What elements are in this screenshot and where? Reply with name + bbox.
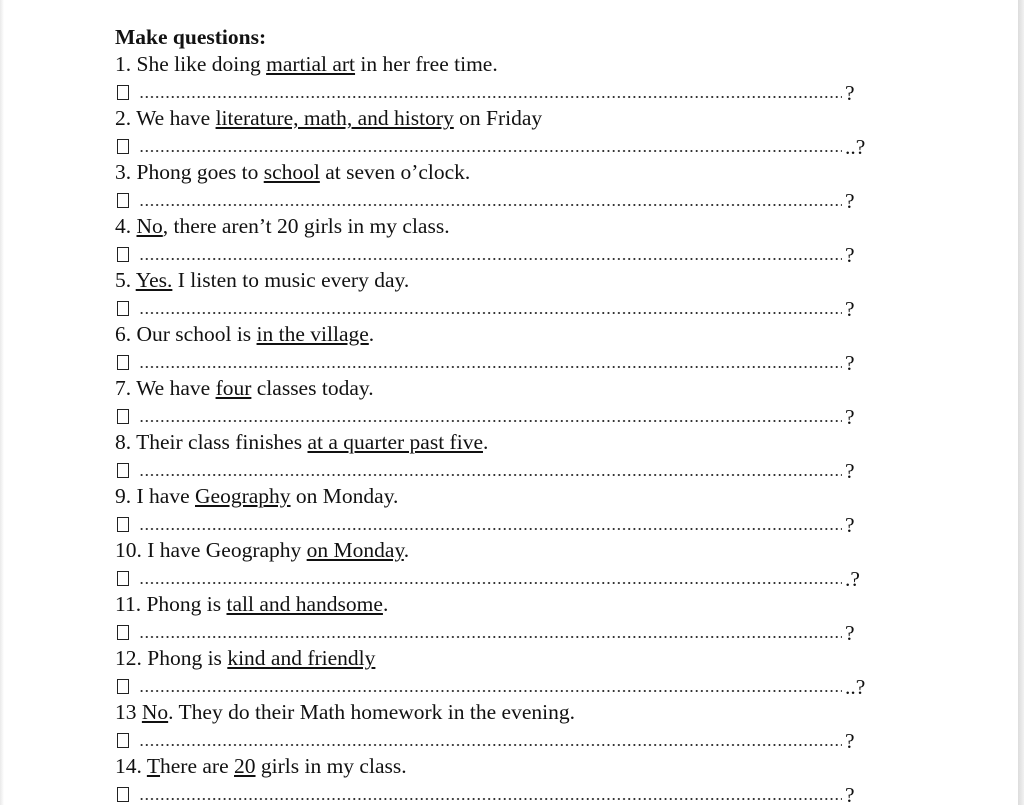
sentence-text: . They do their Math homework in the evening. [168,700,575,724]
sentence-text: 14. [115,754,147,778]
answer-line[interactable] [115,240,865,267]
question-item [115,537,865,591]
dotted-answer-blank[interactable] [139,202,842,208]
question-mark: ? [845,621,855,645]
dotted-answer-blank[interactable] [139,94,842,100]
question-item [115,159,865,213]
checkbox-icon [117,247,129,262]
sentence-text: here are [160,754,235,778]
question-sentence [115,699,865,726]
checkbox-icon [117,679,129,694]
answer-line[interactable] [115,402,865,429]
question-item [115,213,865,267]
checkbox-icon [117,625,129,640]
question-mark: ? [845,729,855,753]
sentence-text: 2. We have [115,106,216,130]
sentence-text: . [482,430,489,454]
answer-line[interactable] [115,78,865,105]
underlined-phrase: on Monday [306,538,404,562]
sentence-text: , there aren’t 20 girls in my class. [162,214,450,238]
question-sentence [115,591,865,618]
sentence-text: I listen to music every day. [172,268,410,292]
answer-line[interactable] [115,456,865,483]
sentence-text: girls in my class. [255,754,407,778]
page-left-edge [0,0,4,805]
dotted-answer-blank[interactable] [139,418,842,424]
question-item [115,483,865,537]
sentence-text: in her free time. [355,52,498,76]
dotted-answer-blank[interactable] [139,364,842,370]
underlined-phrase: No [136,214,163,238]
underlined-phrase: school [263,160,320,184]
question-item [115,321,865,375]
checkbox-icon [117,409,129,424]
worksheet [115,24,865,805]
question-mark: ..? [845,675,866,699]
sentence-text: . [403,538,410,562]
question-item [115,267,865,321]
question-sentence [115,321,865,348]
checkbox-icon [117,301,129,316]
question-item [115,699,865,753]
underlined-phrase: in the village [256,322,369,346]
underlined-phrase: at a quarter past five [307,430,483,454]
question-mark: ..? [845,135,866,159]
underlined-phrase: four [215,376,252,400]
underlined-phrase: Yes. [135,268,173,292]
question-item [115,645,865,699]
question-sentence [115,753,865,780]
checkbox-icon [117,733,129,748]
underlined-phrase: literature, math, and history [215,106,454,130]
sentence-text: 6. Our school is [115,322,257,346]
sentence-text: 13 [115,700,142,724]
answer-line[interactable] [115,618,865,645]
question-mark: ? [845,783,855,805]
dotted-answer-blank[interactable] [139,310,842,316]
question-item [115,429,865,483]
sentence-text: 12. Phong is [115,646,228,670]
answer-line[interactable] [115,510,865,537]
question-sentence [115,159,865,186]
sentence-text: 7. We have [115,376,216,400]
checkbox-icon [117,139,129,154]
checkbox-icon [117,787,129,802]
question-mark: ? [845,405,855,429]
checkbox-icon [117,571,129,586]
sentence-text: at seven o’clock. [319,160,471,184]
dotted-answer-blank[interactable] [139,634,842,640]
question-item [115,105,865,159]
question-sentence [115,483,865,510]
answer-line[interactable] [115,672,865,699]
question-item [115,753,865,805]
question-mark: ? [845,297,855,321]
question-sentence [115,645,865,672]
question-mark: ? [845,459,855,483]
checkbox-icon [117,193,129,208]
question-item [115,591,865,645]
dotted-answer-blank[interactable] [139,148,842,154]
sentence-text: 4. [115,214,137,238]
sentence-text: 8. Their class finishes [115,430,308,454]
dotted-answer-blank[interactable] [139,580,842,586]
dotted-answer-blank[interactable] [139,526,842,532]
answer-line[interactable] [115,294,865,321]
question-sentence [115,375,865,402]
underlined-phrase: T [146,754,161,778]
sentence-text: 11. Phong is [115,592,227,616]
question-sentence [115,105,865,132]
sentence-text: 5. [115,268,136,292]
sentence-text: . [382,592,389,616]
answer-line[interactable] [115,726,865,753]
dotted-answer-blank[interactable] [139,688,842,694]
checkbox-icon [117,517,129,532]
question-mark: ? [845,189,855,213]
question-sentence [115,429,865,456]
underlined-phrase: No [141,700,169,724]
worksheet-title: Make questions: [115,25,267,49]
answer-line[interactable] [115,186,865,213]
question-sentence [115,51,865,78]
checkbox-icon [117,355,129,370]
sentence-text: 1. She like doing [115,52,267,76]
question-sentence [115,267,865,294]
question-mark: ? [845,351,855,375]
sentence-text: 9. I have [115,484,195,508]
dotted-answer-blank[interactable] [139,796,842,802]
dotted-answer-blank[interactable] [139,472,842,478]
dotted-answer-blank[interactable] [139,742,842,748]
checkbox-icon [117,463,129,478]
answer-line[interactable] [115,348,865,375]
question-mark: ? [845,513,855,537]
underlined-phrase: Geography [195,484,291,508]
question-sentence [115,537,865,564]
question-mark: ? [845,243,855,267]
dotted-answer-blank[interactable] [139,256,842,262]
sentence-text: 3. Phong goes to [115,160,264,184]
page-right-edge [1018,0,1024,805]
underlined-phrase: 20 [234,754,256,778]
question-list [115,51,865,805]
checkbox-icon [117,85,129,100]
answer-line[interactable] [115,564,865,591]
question-mark: .? [845,567,860,591]
sentence-text: classes today. [251,376,374,400]
question-sentence [115,213,865,240]
question-item [115,375,865,429]
sentence-text: . [368,322,375,346]
answer-line[interactable] [115,780,865,805]
sentence-text: on Friday [453,106,543,130]
underlined-phrase: kind and friendly [227,646,376,670]
underlined-phrase: martial art [266,52,356,76]
question-item [115,51,865,105]
sentence-text: 10. I have Geography [115,538,307,562]
question-mark: ? [845,81,855,105]
sentence-text: on Monday. [290,484,399,508]
underlined-phrase: tall and handsome [226,592,383,616]
answer-line[interactable] [115,132,865,159]
